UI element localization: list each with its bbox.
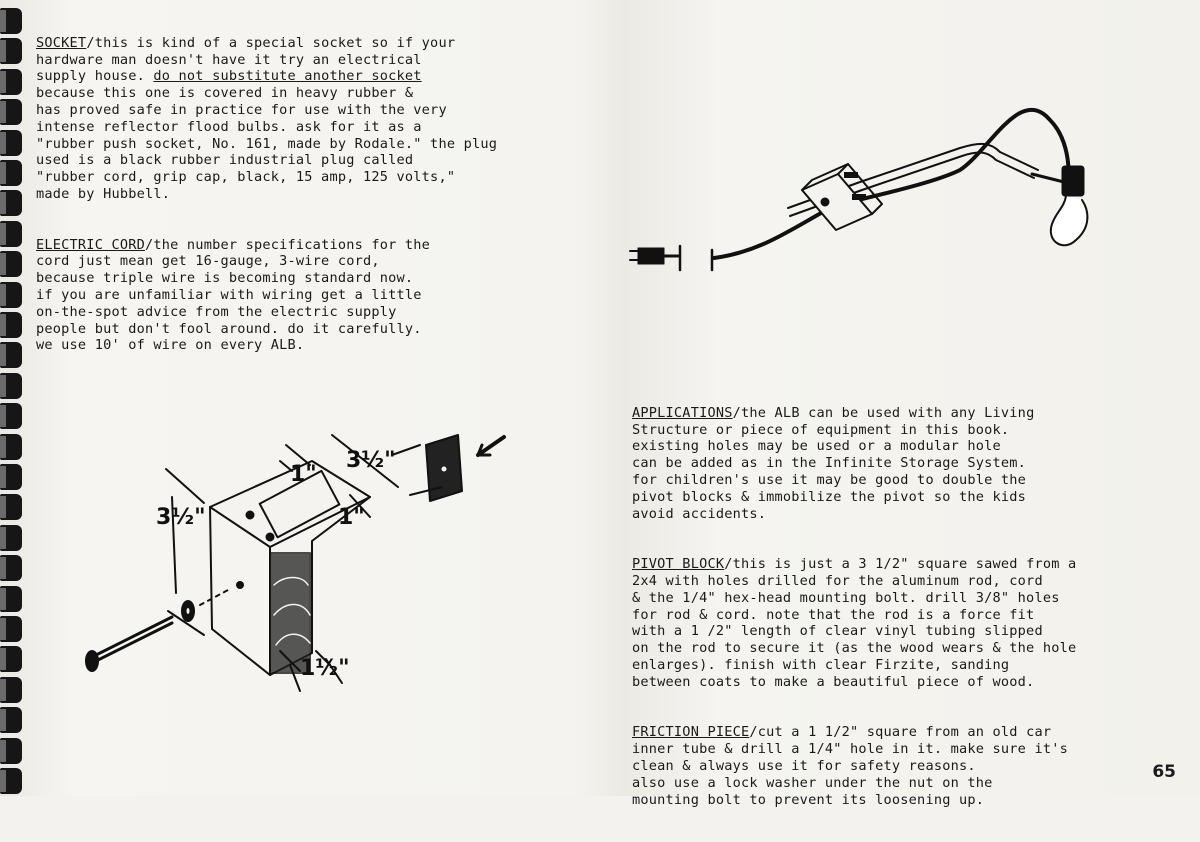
applications-line: /the ALB can be used with any Living [732,404,1035,421]
cord-icon [712,110,1068,270]
pivot-line: on the rod to secure it (as the wood wears & the hole [632,640,1077,657]
socket-line: "rubber cord, grip cap, black, 15 amp, 125 volts," [36,169,456,186]
binding-ring [0,160,22,186]
top-width-dimension-label: 3½" [346,448,396,473]
binding-ring [0,464,22,490]
applications-line: can be added as in the Infinite Storage System. [632,455,1027,472]
right-text-column [632,388,1152,842]
binding-ring [0,251,22,277]
applications-line: avoid accidents. [632,505,767,522]
socket-paragraph [36,35,556,203]
socket-line: supply house. [36,68,154,85]
socket-line: because this one is covered in heavy rubber & [36,85,414,102]
pivot-line: between coats to make a beautiful piece of wood. [632,673,1035,690]
socket-line: intense reflector flood bulbs. ask for it as a [36,118,422,135]
binding-ring [0,282,22,308]
binding-ring [0,707,22,733]
plug-icon [630,246,680,270]
wood-block-icon [210,461,370,675]
friction-line: also use a lock washer under the nut on the [632,774,993,791]
binding-ring [0,190,22,216]
binding-ring [0,586,22,612]
binding-ring [0,221,22,247]
left-text-column [36,18,556,388]
cord-line: we use 10' of wire on every ALB. [36,337,305,354]
binding-ring [0,403,22,429]
pivot-line: /this is just a 3 1/2" square sawed from a [724,556,1077,573]
cord-line: /the number specifications for the [145,236,431,253]
electric-cord-paragraph [36,237,556,355]
inch-dimension-label-a: 1" [290,462,317,487]
bulb-icon [1051,196,1088,245]
friction-line: mounting bolt to prevent its loosening up. [632,791,985,808]
cord-line: because triple wire is becoming standard now. [36,270,414,287]
friction-line: clean & always use it for safety reasons. [632,757,976,774]
applications-line: pivot blocks & immobilize the pivot so the kids [632,488,1027,505]
bolt-icon [86,589,230,671]
page-number: 65 [1152,762,1176,782]
pivot-line: enlarges). finish with clear Firzite, sanding [632,656,1010,673]
binding-ring [0,768,22,794]
electric-cord-heading: ELECTRIC CORD [36,236,145,253]
binding-ring [0,99,22,125]
applications-line: for children's use it may be good to double the [632,471,1027,488]
socket-line: used is a black rubber industrial plug called [36,152,414,169]
pivot-block-paragraph [632,556,1152,690]
binding-ring [0,38,22,64]
socket-line: has proved safe in practice for use with the very [36,101,447,118]
pivot-line: 2x4 with holes drilled for the aluminum rod, cord [632,572,1043,589]
binding-ring [0,738,22,764]
binding-ring [0,646,22,672]
socket-line: /this is kind of a special socket so if your [86,34,456,51]
pivot-line: & the 1/4" hex-head mounting bolt. drill 3/8" holes [632,589,1060,606]
binding-ring [0,373,22,399]
binding-ring [0,69,22,95]
socket-line: "rubber push socket, No. 161, made by Rodale." the plug [36,135,498,152]
inch-dimension-label-b: 1" [338,505,365,530]
pivot-line: for rod & cord. note that the rod is a force fit [632,606,1035,623]
friction-piece-icon [426,435,504,501]
friction-line: /cut a 1 1/2" square from an old car [749,724,1052,741]
friction-line: inner tube & drill a 1/4" hole in it. make sure it's [632,741,1068,758]
binding-ring [0,616,22,642]
cord-line: cord just mean get 16-gauge, 3-wire cord, [36,253,380,270]
socket-heading: SOCKET [36,34,87,51]
binding-ring [0,677,22,703]
applications-paragraph [632,405,1152,523]
pivot-line: with a 1 /2" length of clear vinyl tubing slipped [632,623,1043,640]
socket-line: made by Hubbell. [36,185,171,202]
socket-icon [1032,166,1084,196]
binding-ring [0,312,22,338]
binding-ring [0,8,22,34]
binding-ring [0,434,22,460]
depth-dimension-label: 1½" [300,656,350,681]
friction-piece-heading: FRICTION PIECE [632,724,750,741]
cord-line: if you are unfamiliar with wiring get a little [36,286,422,303]
socket-emphasis: do not substitute another socket [153,68,422,85]
binding-ring [0,130,22,156]
spiral-binding [0,0,30,796]
binding-ring [0,555,22,581]
lamp-illustration [620,90,1100,290]
binding-ring [0,494,22,520]
applications-heading: APPLICATIONS [632,404,733,421]
cord-line: people but don't fool around. do it carefully. [36,320,422,337]
applications-line: existing holes may be used or a modular hole [632,438,1001,455]
cord-line: on-the-spot advice from the electric supply [36,303,397,320]
height-dimension-label: 3½" [156,505,206,530]
pivot-block-heading: PIVOT BLOCK [632,556,725,573]
binding-ring [0,342,22,368]
binding-ring [0,525,22,551]
applications-line: Structure or piece of equipment in this book. [632,421,1010,438]
socket-line: hardware man doesn't have it try an electrical [36,51,422,68]
